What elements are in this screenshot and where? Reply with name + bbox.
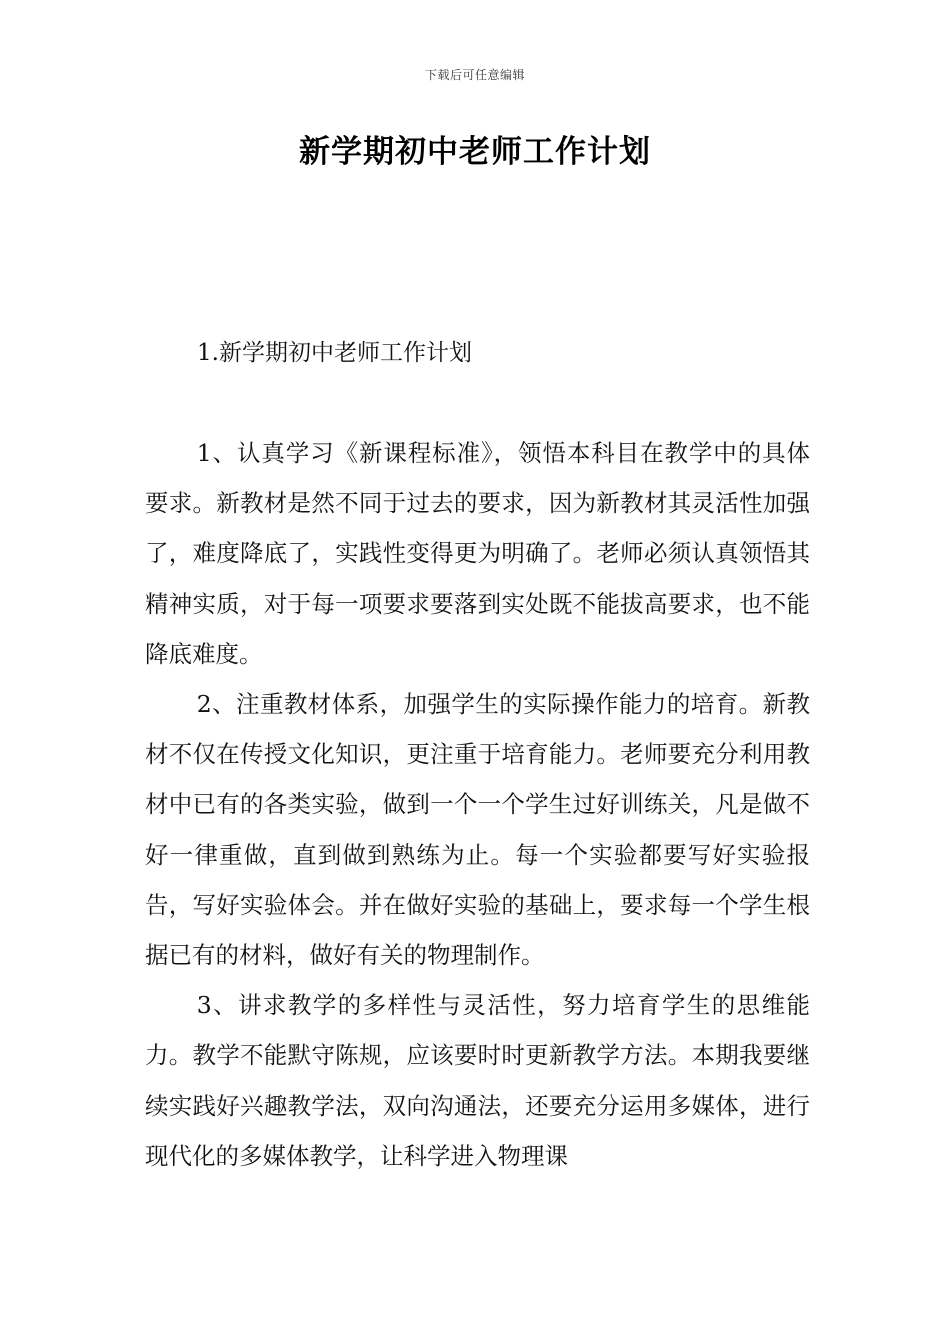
paragraph-1: 1、认真学习《新课程标准》，领悟本科目在教学中的具体要求。新教材是然不同于过去的要求，因为新教材其灵活性加强了，难度降底了，实践性变得更为明确了。老师必须认真领悟其精神实质，对于每一项要求要落到实处既不能拔高要求，也不能降底难度。	[145, 439, 810, 668]
header-note: 下载后可任意编辑	[424, 68, 525, 82]
body-text	[145, 428, 810, 1181]
paragraph-3: 3、讲求教学的多样性与灵活性，努力培育学生的思维能力。教学不能默守陈规，应该要时时更新教学方法。本期我要继续实践好兴趣教学法，双向沟通法，还要充分运用多媒体，进行现代化的多媒体教学，让科学进入物理课	[145, 991, 810, 1170]
paragraph-2: 2、注重教材体系，加强学生的实际操作能力的培育。新教材不仅在传授文化知识，更注重于培育能力。老师要充分利用教材中已有的各类实验，做到一个一个学生过好训练关，凡是做不好一律重做，直到做到熟练为止。每一个实验都要写好实验报告，写好实验体会。并在做好实验的基础上，要求每一个学生根据已有的材料，做好有关的物理制作。	[145, 690, 810, 970]
document-title: 新学期初中老师工作计划	[299, 134, 651, 170]
section-heading: 1.新学期初中老师工作计划	[197, 340, 472, 366]
